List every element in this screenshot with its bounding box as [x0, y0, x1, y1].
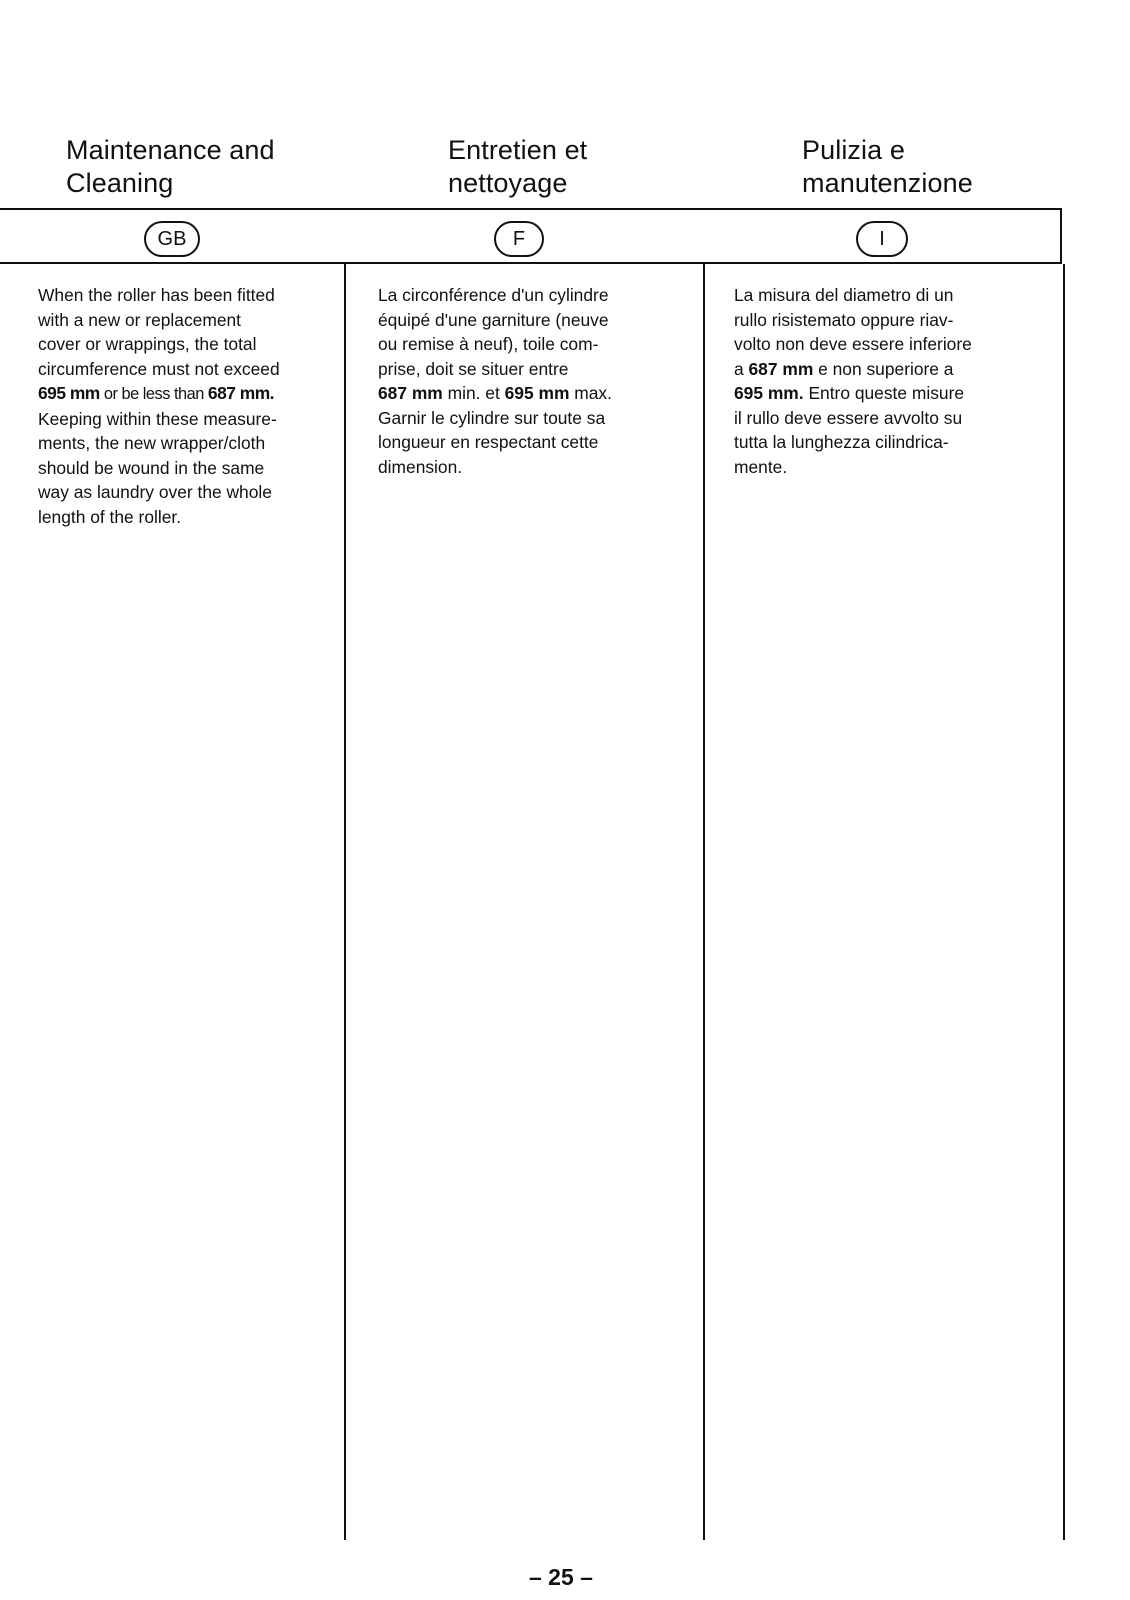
text-line: cover or wrappings, the total	[38, 334, 257, 354]
text-line: When the roller has been fitted	[38, 285, 275, 305]
text-line: La circonférence d'un cylindre	[378, 285, 609, 305]
text-fragment: Entro queste misure	[803, 383, 965, 403]
header-bottom-rule	[0, 262, 1062, 264]
text-line: tutta la lunghezza cilindrica-	[734, 432, 949, 452]
text-line: Keeping within these measure-	[38, 408, 277, 429]
text-line: should be wound in the same	[38, 457, 265, 478]
badge-label-i: I	[879, 227, 885, 250]
header-right-border	[1060, 208, 1062, 264]
text-line: il rullo deve essere avvolto su	[734, 407, 963, 428]
language-badge-i	[856, 221, 908, 257]
text-line: Garnir le cylindre sur toute sa	[378, 407, 606, 428]
heading-french: Entretien et nettoyage	[448, 135, 588, 198]
text-fragment: min. et	[442, 383, 505, 403]
heading-italian: Pulizia e manutenzione	[802, 135, 973, 198]
heading-english: Maintenance and Cleaning	[66, 135, 275, 198]
text-line: équipé d'une garniture (neuve	[378, 309, 609, 330]
page-number: – 25 –	[529, 1564, 593, 1590]
column-italian-text	[734, 283, 1054, 479]
text-line	[378, 381, 688, 406]
text-line: La misura del diametro di un	[734, 285, 954, 305]
text-fragment: max.	[569, 383, 612, 403]
text-fragment: e non superiore a	[813, 358, 954, 379]
header-top-rule	[0, 208, 1062, 210]
column-french-text	[378, 283, 688, 479]
language-badge-f	[494, 221, 544, 257]
badge-label-f: F	[512, 227, 526, 250]
text-line: length of the roller.	[38, 506, 182, 527]
text-line: mente.	[734, 456, 788, 477]
measurement-min: 687 mm	[378, 383, 443, 403]
column-divider-3	[1063, 264, 1065, 1540]
text-line: way as laundry over the whole	[38, 482, 272, 502]
measurement-min: 687 mm.	[207, 383, 275, 403]
text-line: longueur en respectant cette	[378, 432, 599, 452]
text-line: dimension.	[378, 456, 463, 477]
text-line: prise, doit se situer entre	[378, 358, 569, 379]
text-line: circumference must not exceed	[38, 358, 280, 379]
measurement-max: 695 mm	[38, 383, 100, 403]
measurement-min: 687 mm	[748, 358, 814, 379]
text-line	[734, 357, 1054, 382]
text-line	[734, 381, 1054, 406]
column-divider-2	[703, 264, 705, 1540]
measurement-max: 695 mm	[504, 383, 570, 403]
column-divider-1	[344, 264, 346, 1540]
measurement-max: 695 mm.	[734, 383, 804, 403]
badge-label-gb: GB	[157, 227, 187, 250]
text-fragment: or be less than	[99, 385, 208, 403]
text-line	[38, 381, 338, 407]
text-line: ments, the new wrapper/cloth	[38, 433, 266, 453]
text-fragment: a	[734, 358, 749, 379]
text-line: volto non deve essere inferiore	[734, 334, 972, 354]
column-english-text	[38, 283, 338, 529]
text-line: with a new or replacement	[38, 309, 241, 330]
text-line: rullo risistemato oppure riav-	[734, 309, 954, 330]
language-badge-gb	[144, 221, 200, 257]
text-line: ou remise à neuf), toile com-	[378, 334, 599, 354]
